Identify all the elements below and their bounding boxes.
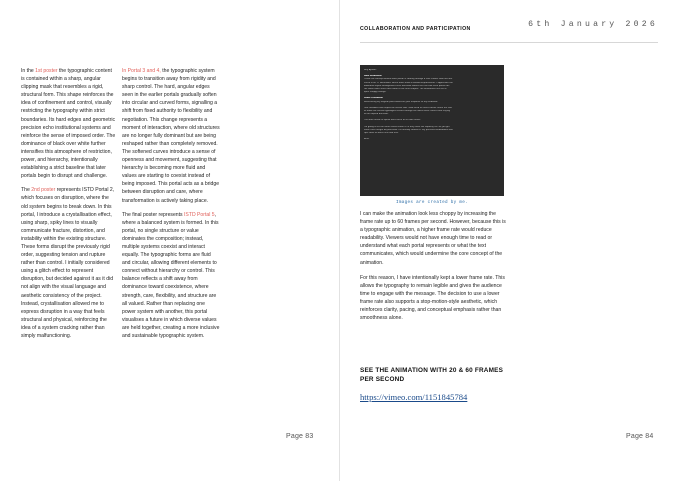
paragraph-portal-2 (21, 186, 116, 340)
email-line: I'm going to let the other tutors chime in (if they have the capacity to), as you get (364, 125, 450, 128)
page-84 (340, 0, 680, 481)
vimeo-link[interactable]: https://vimeo.com/1151845784 (360, 392, 468, 402)
highlighted-text: 2nd poster (31, 187, 56, 194)
body-text: represents ISTD Portal 2, which focuses on disruption, where the old system begins to break down. In this portal, I introduce a crystallisation effect, using sharp, spiky lines to visually communicate fracture, distortion, and instability within the existing structure. These forms disrupt the previously rigid order, suggesting tension and rupture rather than control. I initially considered using a glitch effect to represent disruption, but decided against it as it did not align with the visual language and aesthetic consistency of the project. Instead, crystallisation allowed me to express disruption in a way that feels structural and physical, reinforcing the idea of a system cracking rather than simply malfunctioning. (21, 187, 115, 339)
email-line: Best, (364, 138, 370, 141)
email-line: some fresh insight beyond what I've already shared re: my previous breakdowns and (364, 128, 453, 131)
body-text: the typographic system begins to transition away from rigidity and sharp control. The hard, angular edges seen in the earlier portals gradually soften into circular and curved forms, signalling a shift from fixed authority to flexibility and negotiation. This change represents a moment of interaction, where old structures are no longer fully dominant but are being reshaped rather than completely removed. The softened curves introduce a sense of openness and movement, suggesting that hierarchy is becoming more fluid and values are starting to coexist instead of being imposed. This portal acts as a bridge between disruption and care, where transformation is actively taking place. (122, 68, 220, 204)
email-line: Your feedback has helped me realise that I now need to either further refine the text (364, 106, 453, 109)
email-line: The work needs to speak and evolve on its own terms. (364, 119, 421, 122)
right-column (360, 210, 510, 329)
body-text: In the (21, 68, 36, 74)
email-line: I think the concept behind each portal is coming through a little clearer than our last (364, 78, 453, 81)
highlighted-text: 1st poster (35, 68, 58, 74)
body-text: The (21, 187, 32, 194)
highlighted-text: In Portal 3 and 4, (122, 68, 161, 74)
highlighted-text: ISTD Portal 5 (184, 211, 215, 218)
email-line: additional layout arrangement here and what makes the first that each portal has (364, 84, 450, 87)
header-date: 6th January 2026 (528, 20, 658, 29)
paragraph-lower-frame-rate: For this reason, I have intentionally kept a lower frame rate. This allows the typography to remain legible and gives the audience time to engage with the message. The decision to use a lower frame rate also supports a stop-motion-style aesthetic, which reinforces clarity, pacing, and conceptual emphasis rather than smoothness alone. (360, 274, 505, 322)
left-column-2 (122, 67, 220, 346)
email-line: or make the central typologies clearer through the same motif, rather than relying (364, 110, 450, 113)
email-line: Hey Ayman, (364, 69, 377, 71)
feedback-email-screenshot (360, 65, 504, 196)
email-line: check in on 17 November, which must show a marked improvement. I appreciate the (364, 81, 453, 84)
page-number-84: Page 84 (626, 433, 654, 440)
paragraph-portal-1 (21, 67, 116, 180)
image-caption: Images are created by me. (396, 200, 468, 205)
section-title: COLLABORATION AND PARTICIPATION (360, 26, 471, 32)
email-line: Referencing my original point based on your response to my feedback: (364, 100, 438, 103)
email-heading: Some Feedback: (364, 97, 384, 100)
email-heading: New iterations: (364, 75, 383, 78)
email-line: on an implied direction. (364, 113, 389, 116)
left-column-1 (21, 67, 116, 346)
paragraph-portal-5 (122, 211, 220, 341)
body-text: The final poster represents (122, 211, 185, 218)
email-line: the same motif since each leads to the next chapter. The animations still feel a (364, 88, 447, 91)
body-text: , where a balanced system is formed. In this portal, no single structure or value dominates the composition; instead, multiple systems coexist and interact equally. The typographic forms are fluid and circular, allowing different elements to connect without hierarchy or control. This balance reflects a shift away from dominance toward coexistence, where strength, care, flexibility, and structure are all valued. Rather than replacing one power system with another, this portal visualises a future in which diverse values are held together, creating a more inclusive and sustainable typographic system. (122, 211, 220, 339)
animation-subheading: SEE THE ANIMATION WITH 20 & 60 FRAMES PER SECOND (360, 367, 504, 383)
paragraph-frame-rate: I can make the animation look less choppy by increasing the frame rate up to 60 frames per second. However, because this is a typographic animation, a higher frame rate would reduce readability. Viewers would not have enough time to read or understand what each portal represents or what the text communicates, which would undermine the core concept of the animation. (360, 211, 506, 266)
header-divider (360, 42, 658, 43)
paragraph-portal-3-4 (122, 67, 220, 205)
body-text: the typographic content is contained within a sharp, angular clipping mask that resembles a rigid, structural form. This shape reinforces the idea of confinement and control, visually restricting the typography within strict boundaries. Its hard edges and geometric precision echo institutional systems and reinforce the sense of imposed order. The dominance of black over white further intensifies this atmosphere of restriction, power, and hierarchy, intentionally establishing a strict baseline that later portals begin to disrupt and challenge. (21, 68, 116, 180)
email-line: tips, most of which still hold true. (364, 132, 399, 135)
page-number-83: Page 83 (286, 433, 314, 440)
email-line: quite choppy though. (364, 91, 387, 94)
